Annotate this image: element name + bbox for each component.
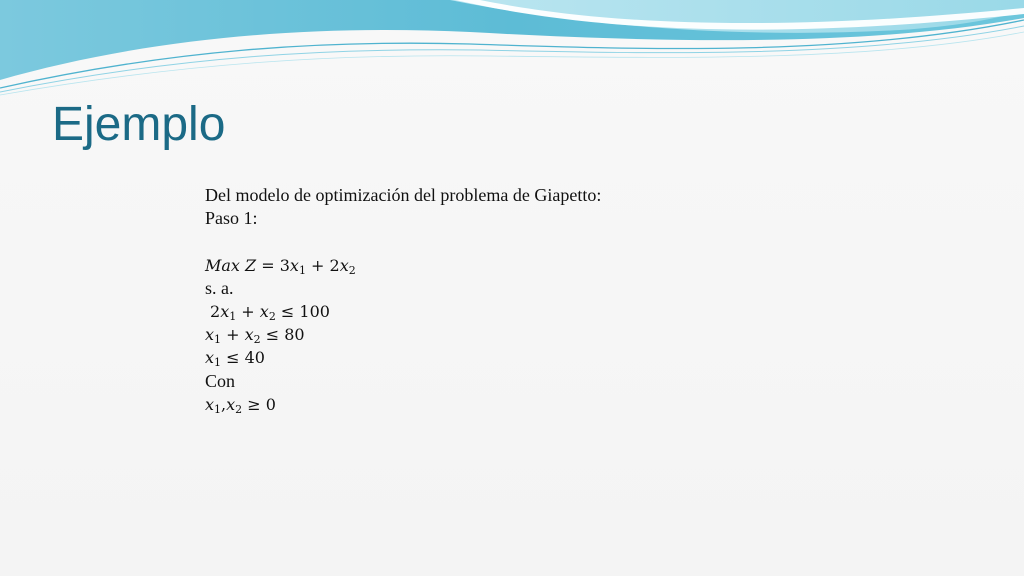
wave-decoration <box>0 0 1024 110</box>
objective-lhs: Max Z <box>205 255 257 275</box>
objective-function: Max $Z = 3x_1 + 2x_2$ <box>205 255 356 277</box>
constraint-2: $x_1 + x_2 \le 80$ <box>205 325 305 347</box>
slide-title: Ejemplo <box>52 98 226 151</box>
nonnegativity-constraint: $x_1,x_2 \ge 0$ <box>205 394 276 416</box>
intro-text: Del modelo de optimización del problema de Giapetto: <box>205 185 602 205</box>
slide-content <box>205 184 601 416</box>
subject-to-label: s. a. <box>205 277 234 298</box>
constraint-3: $x_1 \le 40$ <box>205 348 265 370</box>
constraint-1: $2x_1 + x_2 \le 100$ <box>210 301 330 323</box>
step-label: Paso 1: <box>205 208 258 229</box>
con-label: Con <box>205 370 236 391</box>
blank-line <box>205 230 601 253</box>
